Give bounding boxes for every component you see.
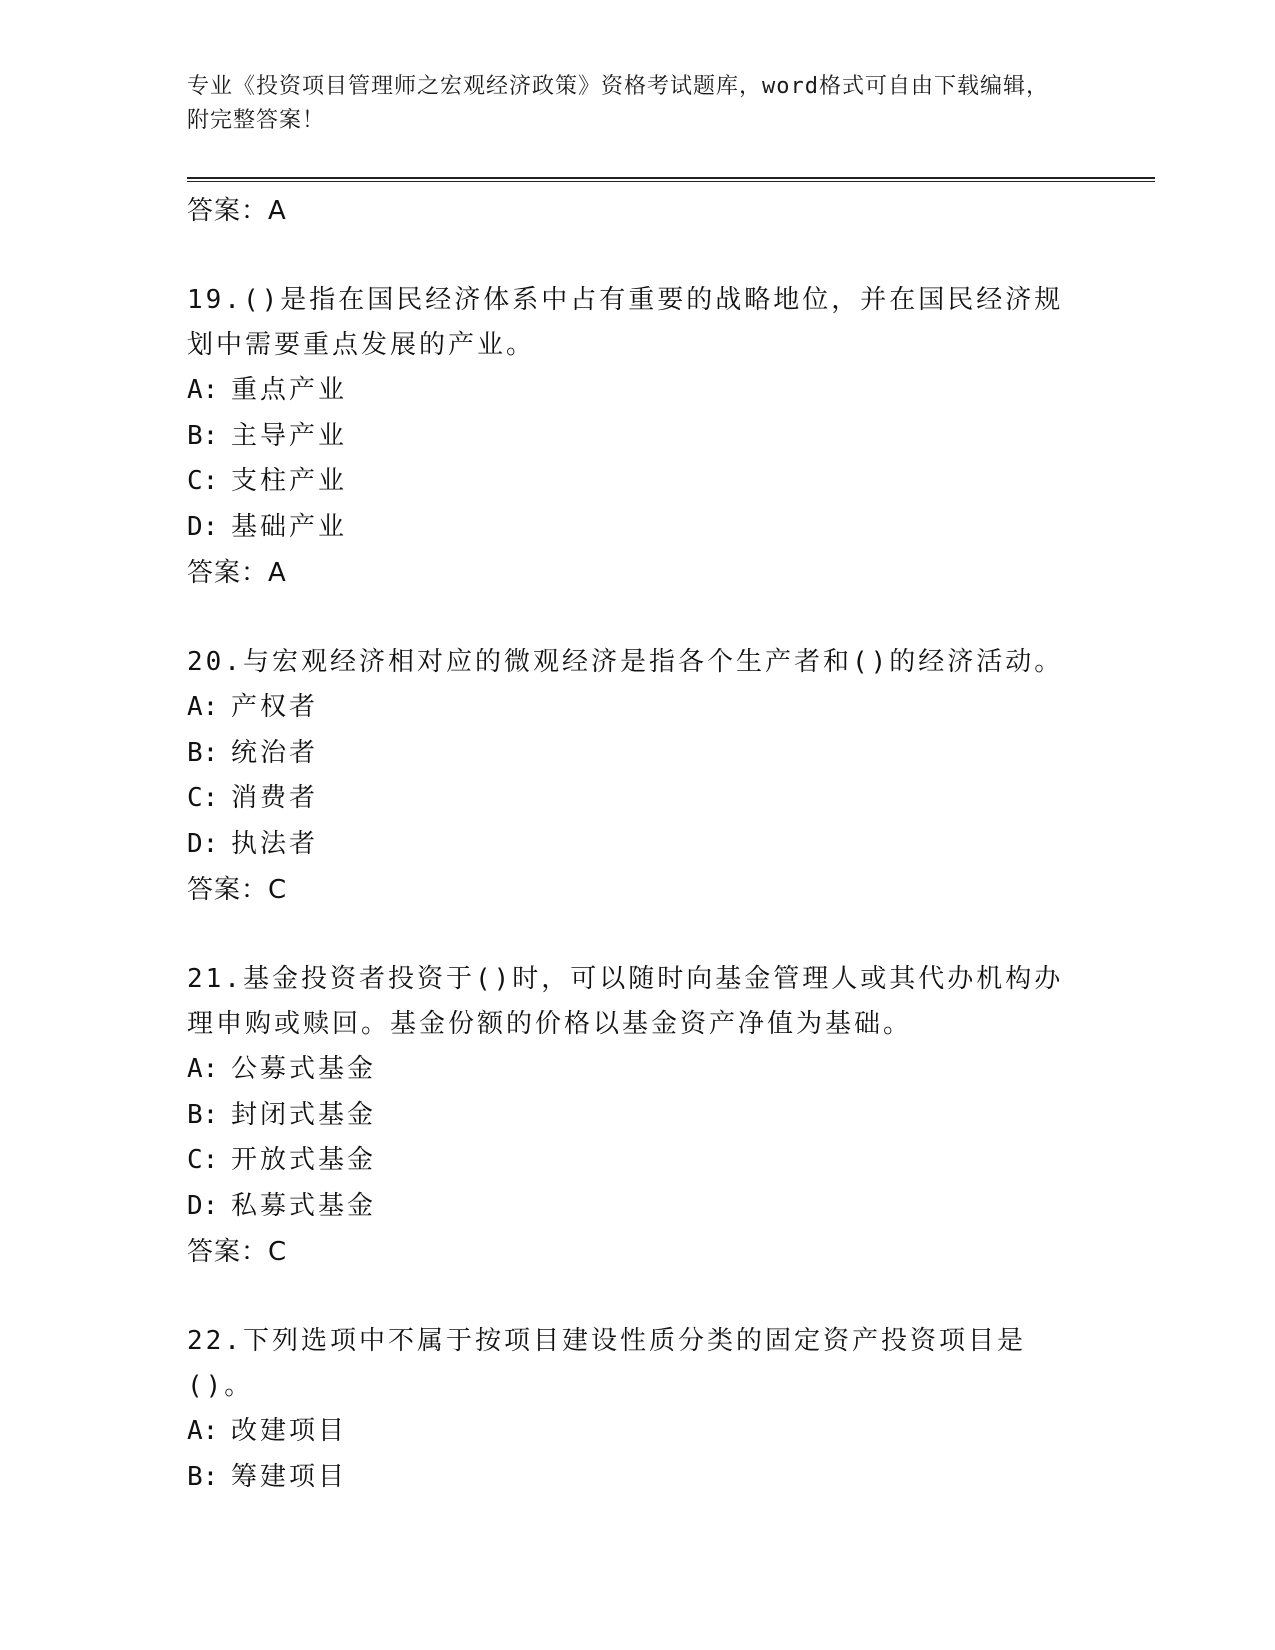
option-letter: C:: [187, 1145, 219, 1175]
answer-option: [187, 1047, 1087, 1093]
option-letter: D:: [187, 828, 219, 859]
answer-option: [187, 368, 1087, 414]
header-divider: [187, 177, 1155, 182]
document-body: [187, 188, 1087, 1500]
question-stem: 20.与宏观经济相对应的微观经济是指各个生产者和()的经济活动。: [187, 647, 1064, 677]
option-letter: A:: [187, 1054, 219, 1084]
option-text: 消费者: [231, 783, 319, 813]
answer-option: [187, 1409, 1087, 1455]
answer-option: [187, 1184, 1087, 1230]
option-text: 基础产业: [231, 511, 348, 542]
answer-line: 答案：C: [187, 1237, 288, 1267]
option-text: 重点产业: [231, 375, 348, 405]
answer-line: 答案：A: [187, 196, 287, 226]
option-letter: C:: [187, 783, 219, 813]
question-stem: 22.下列选项中不属于按项目建设性质分类的固定资产投资项目是()。: [187, 1326, 1026, 1401]
option-text: 改建项目: [231, 1416, 348, 1446]
option-letter: B:: [187, 1461, 219, 1492]
answer-option: [187, 776, 1087, 822]
option-letter: A:: [187, 692, 219, 722]
option-letter: B:: [187, 737, 219, 768]
answer-option: [187, 822, 1087, 868]
option-text: 主导产业: [231, 420, 348, 451]
document-header: 专业《投资项目管理师之宏观经济政策》资格考试题库，word格式可自由下载编辑，附完整答案！: [187, 74, 1049, 133]
option-letter: A:: [187, 375, 219, 405]
question-stem: 19.()是指在国民经济体系中占有重要的战略地位，并在国民经济规划中需要重点发展的产业。: [187, 285, 1064, 360]
option-text: 支柱产业: [231, 466, 348, 496]
answer-option: [187, 1455, 1087, 1501]
option-text: 统治者: [231, 737, 319, 768]
option-letter: C:: [187, 466, 219, 496]
option-text: 产权者: [231, 692, 319, 722]
question-block: [187, 1319, 1087, 1500]
question-stem: 21.基金投资者投资于()时，可以随时向基金管理人或其代办机构办理申购或赎回。基金份额的价格以基金资产净值为基础。: [187, 964, 1064, 1039]
answer-option: [187, 685, 1087, 731]
option-letter: D:: [187, 1190, 219, 1221]
option-letter: B:: [187, 420, 219, 451]
option-letter: B:: [187, 1099, 219, 1130]
question-block: [187, 957, 1087, 1275]
option-text: 私募式基金: [231, 1190, 377, 1221]
option-text: 封闭式基金: [231, 1099, 377, 1130]
answer-line: 答案：A: [187, 558, 287, 588]
answer-option: [187, 459, 1087, 505]
answer-option: [187, 1138, 1087, 1184]
answer-option: [187, 1093, 1087, 1139]
answer-option: [187, 731, 1087, 777]
option-letter: D:: [187, 511, 219, 542]
option-text: 开放式基金: [231, 1145, 377, 1175]
answer-line: 答案：C: [187, 875, 288, 905]
option-letter: A:: [187, 1416, 219, 1446]
answer-option: [187, 414, 1087, 460]
option-text: 执法者: [231, 828, 319, 859]
option-text: 筹建项目: [231, 1461, 348, 1492]
option-text: 公募式基金: [231, 1054, 377, 1084]
question-block: [187, 278, 1087, 596]
question-list: [187, 278, 1087, 1500]
question-block: [187, 640, 1087, 913]
answer-option: [187, 505, 1087, 551]
